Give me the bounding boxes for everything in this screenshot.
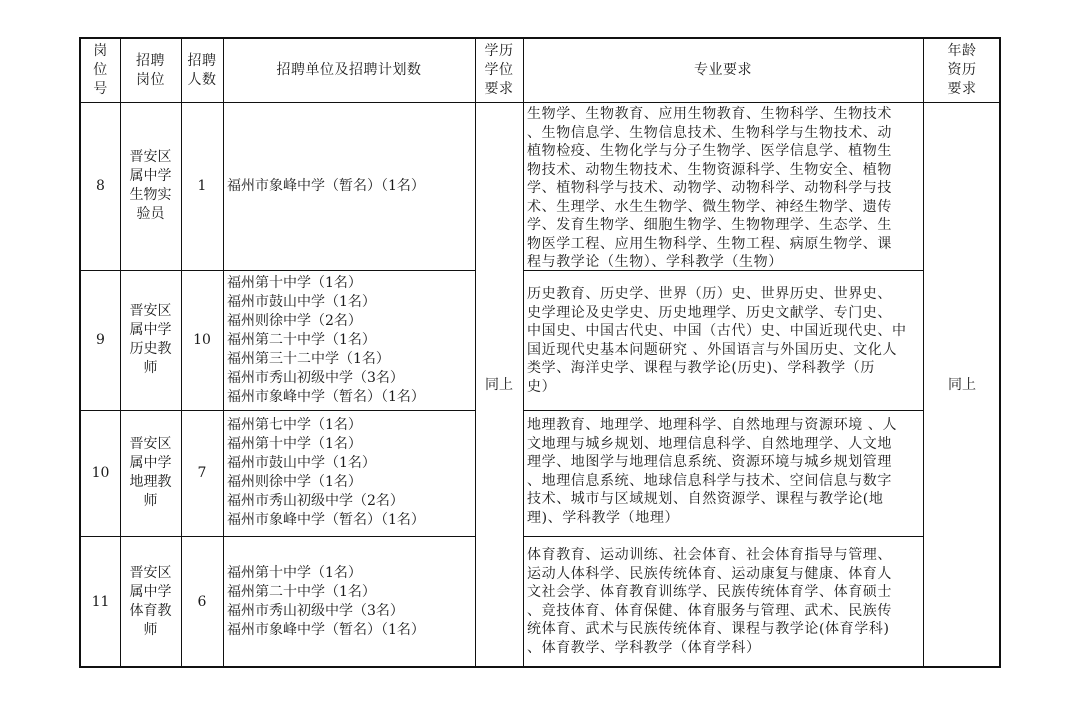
row-position: 晋安区 属中学 生物实 验员	[129, 149, 172, 222]
row-divider	[523, 410, 923, 411]
row-units: 福州第七中学（1名） 福州第十中学（1名） 福州市鼓山中学（1名） 福州则徐中学（1名） 福州市秀山初级中学（2名） 福州市象峰中学（暂名）（1名）	[227, 417, 425, 528]
row-major: 生物学、生物教育、应用生物教育、生物科学、生物技术 、生物信息学、生物信息技术、生物科学与生物技术、动 植物检疫、生物化学与分子生物学、医学信息学、植物生 物技术、动物生物技术、生物资源科学、生物安全、植物 学、植物科学与技术、动物学、动物科学、动物科学与技 术、生理学、水生生物学、微生物学、神经生物学、遗传 学、发育生物学、细胞生物学、生物物理学、生态学、生 物医学工程、应用生物科学、生物工程、病原生物学、课 程与教学论（生物）、学科教学（生物）	[527, 106, 892, 269]
education-requirement: 同上	[485, 376, 513, 393]
row-position: 晋安区 属中学 地理教 师	[129, 436, 172, 509]
row-units: 福州第十中学（1名） 福州市鼓山中学（1名） 福州则徐中学（2名） 福州第二十中学（1名） 福州第三十二中学（1名） 福州市秀山初级中学（3名） 福州市象峰中学（暂名）（1名）	[227, 274, 425, 405]
age-requirement: 同上	[948, 376, 976, 393]
header-education: 学历 学位 要求	[484, 43, 514, 97]
row-position: 晋安区 属中学 历史教 师	[129, 303, 172, 376]
header-count: 招聘 人数	[187, 52, 217, 88]
header-units: 招聘单位及招聘计划数	[276, 62, 422, 78]
row-units: 福州市象峰中学（暂名）（1名）	[227, 177, 425, 194]
row-divider	[523, 270, 923, 271]
row-count: 1	[197, 177, 207, 194]
row-no: 8	[96, 177, 105, 194]
header-no: 岗 位 号	[93, 43, 108, 97]
header-position: 招聘 岗位	[136, 52, 165, 88]
row-position: 晋安区 属中学 体育教 师	[129, 565, 172, 638]
row-units: 福州第十中学（1名） 福州第二十中学（1名） 福州市秀山初级中学（3名） 福州市象峰中学（暂名）（1名）	[227, 565, 425, 638]
row-major: 体育教育、运动训练、社会体育、社会体育指导与管理、 运动人体科学、民族传统体育、运动康复与健康、体育人 文社会学、体育教育训练学、民族传统体育学、体育硕士 、竞技体育、体育保健、体育服务与管理、武术、民族传 统体育、武术与民族传统体育、课程与教学论(体育学科) 、体育教学、学科教学（体育学科）	[527, 547, 892, 656]
col-divider	[223, 39, 224, 666]
col-divider	[523, 39, 524, 666]
recruitment-table	[79, 37, 1001, 668]
row-no: 9	[96, 331, 105, 348]
row-no: 11	[91, 593, 110, 610]
header-age: 年龄 资历 要求	[947, 43, 977, 97]
row-count: 7	[197, 464, 207, 481]
row-major: 地理教育、地理学、地理科学、自然地理与资源环境 、人 文地理与城乡规划、地理信息科学、自然地理学、人文地 理学、地图学与地理信息系统、资源环境与城乡规划管理 、地理信息系统、地球信息科学与技术、空间信息与数字 技术、城市与区域规划、自然资源学、课程与教学论(地 理)、学科教学（地理）	[527, 417, 898, 526]
row-count: 6	[197, 593, 207, 610]
row-no: 10	[91, 464, 110, 481]
row-divider	[523, 536, 923, 537]
header-major: 专业要求	[694, 62, 752, 78]
row-major: 历史教育、历史学、世界（历）史、世界历史、世界史、 史学理论及史学史、历史地理学、历史文献学、专门史、 中国史、中国古代史、中国（古代）史、中国近现代史、中 国近现代史基本问题研究 、外国语言与外国历史、文化人 类学、海洋史学、课程与教学论(历史)、学科教学（历 史）	[527, 286, 907, 395]
row-count: 10	[193, 331, 211, 348]
